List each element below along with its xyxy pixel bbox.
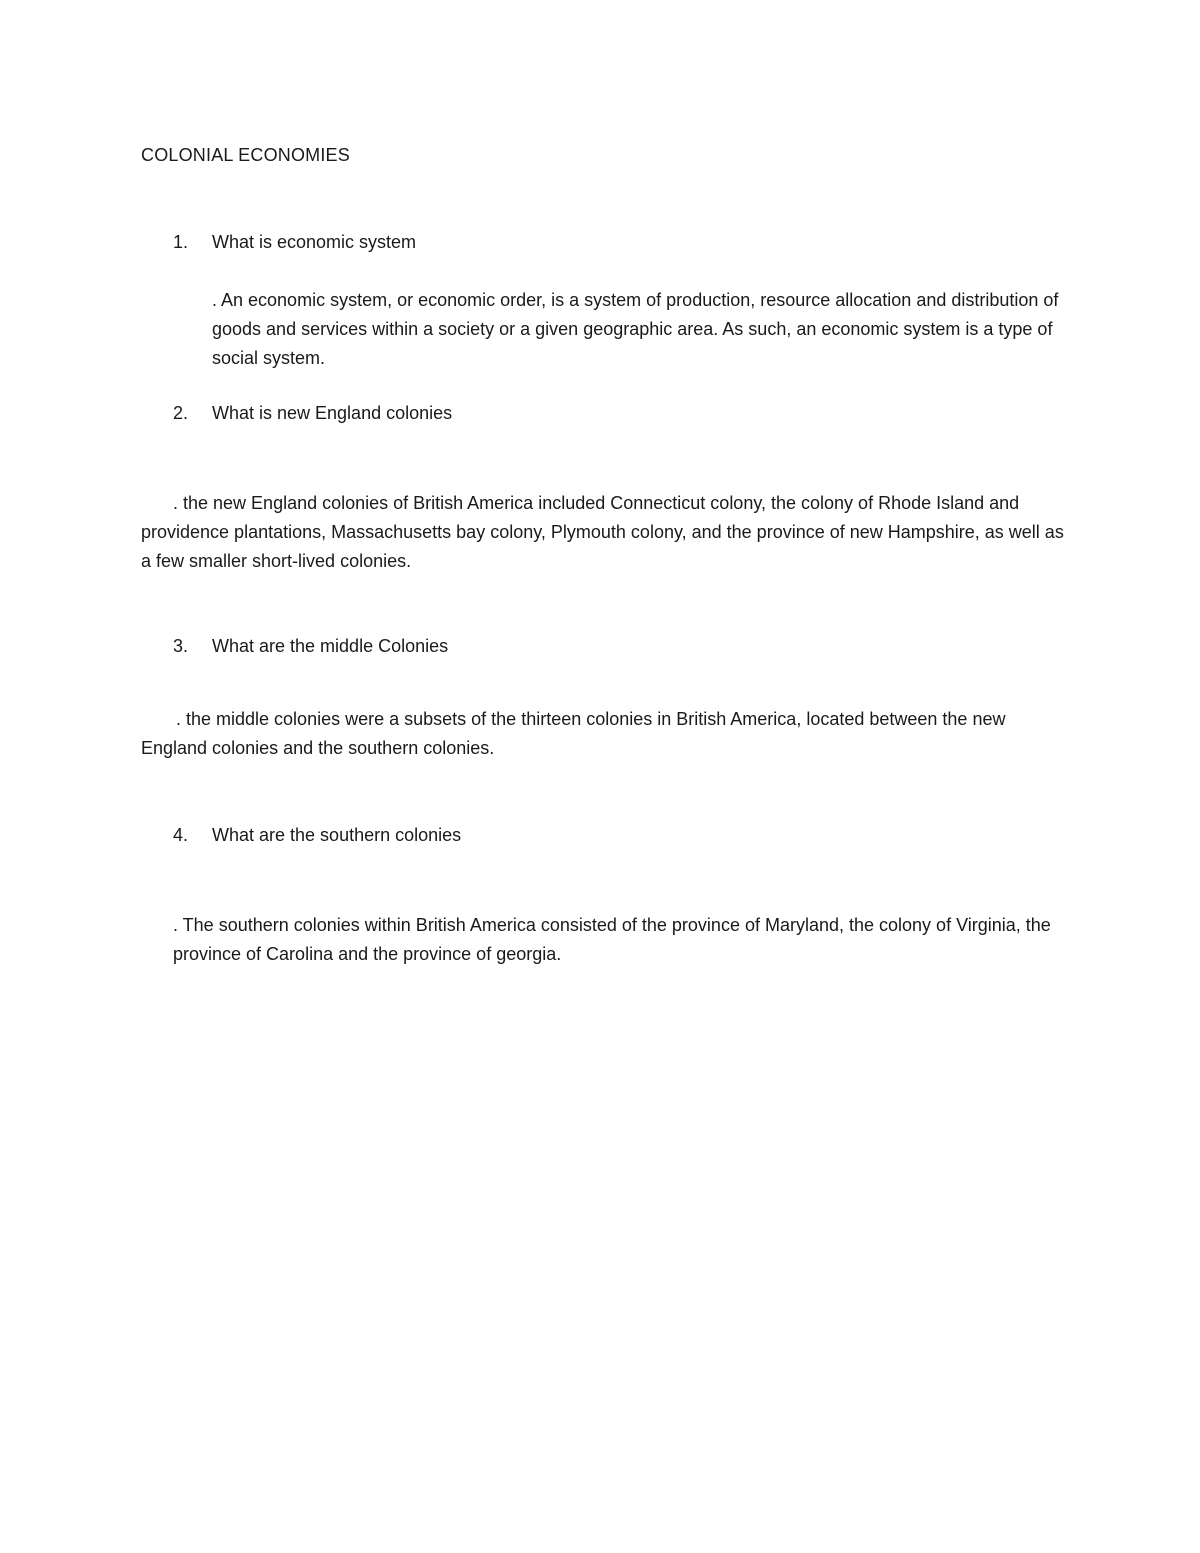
answer-4: . The southern colonies within British America consisted of the province of Maryland, the colony of Virginia, the province of Carolina and the province of georgia. [173,915,1051,964]
answer-3: . the middle colonies were a subsets of the thirteen colonies in British America, located between the new England colonies and the southern colonies. [141,709,1006,758]
question-3 [173,636,448,657]
answer-1: . An economic system, or economic order, is a system of production, resource allocation and distribution of goods and services within a society or a given geographic area. As such, an economic system is a type of social system. [212,290,1059,368]
question-number: 4. [173,825,189,845]
question-number: 2. [173,403,189,423]
answer-2: . the new England colonies of British America included Connecticut colony, the colony of Rhode Island and providence plantations, Massachusetts bay colony, Plymouth colony, and the province of new Hampshire, as well as a few smaller short-lived colonies. [141,493,1064,571]
question-text: What are the southern colonies [212,825,462,845]
question-text: What are the middle Colonies [212,636,449,656]
question-number: 3. [173,636,189,656]
document-title: COLONIAL ECONOMIES [141,145,350,165]
question-2 [173,403,452,424]
question-4 [173,825,461,846]
question-text: What is new England colonies [212,403,453,423]
question-1 [173,232,416,253]
question-text: What is economic system [212,232,417,252]
question-number: 1. [173,232,189,252]
